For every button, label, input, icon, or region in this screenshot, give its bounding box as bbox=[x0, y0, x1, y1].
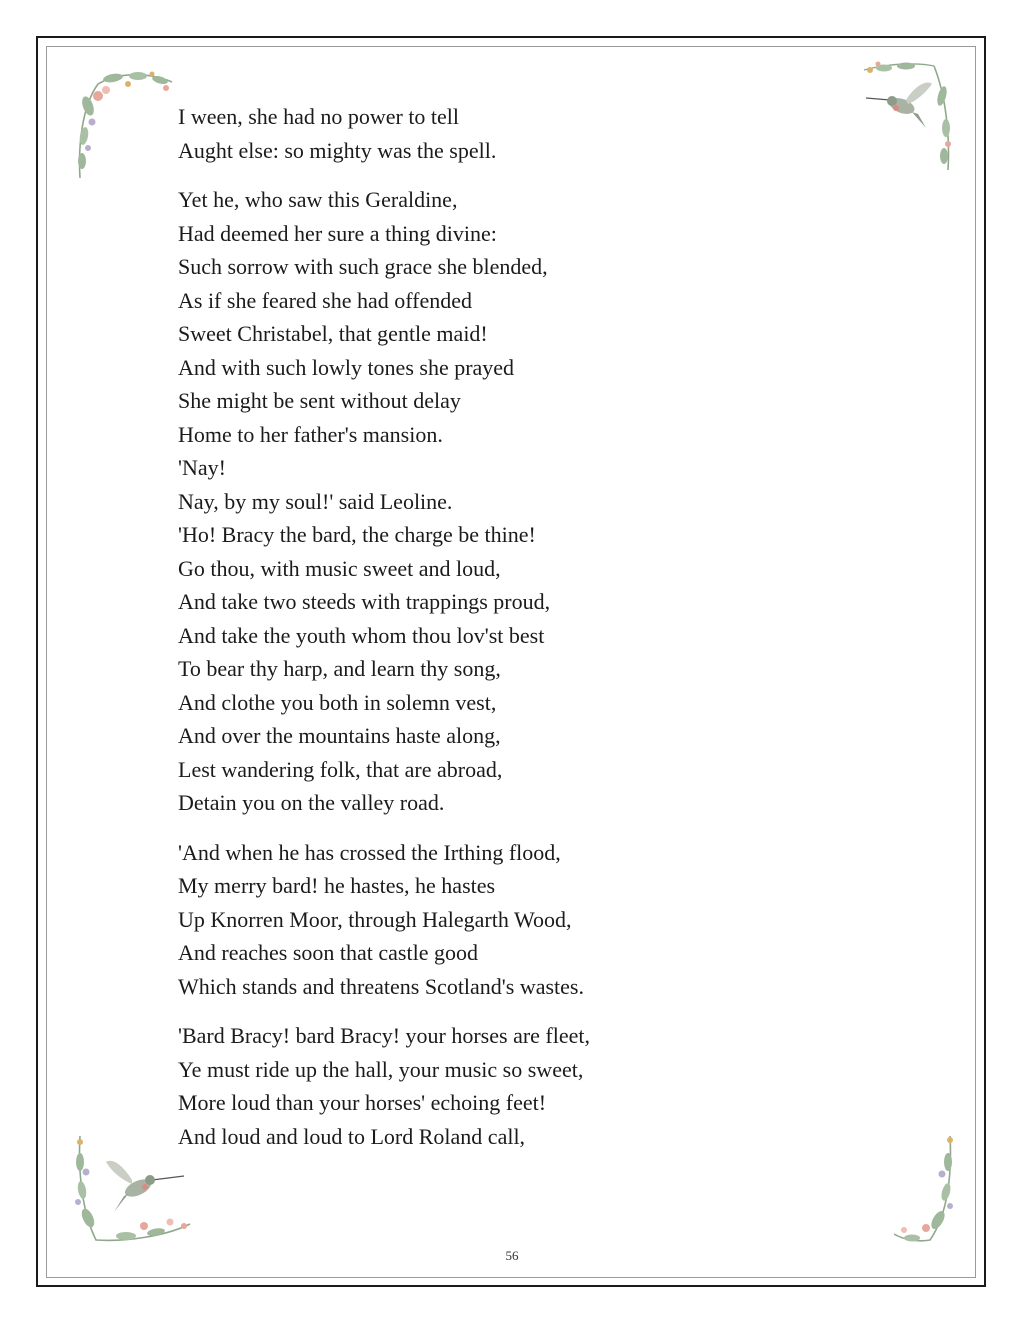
poem-line: 'Ho! Bracy the bard, the charge be thine! bbox=[178, 522, 536, 547]
poem-line: Ye must ride up the hall, your music so sweet, bbox=[178, 1056, 584, 1082]
hummingbird-floral-icon bbox=[856, 56, 956, 176]
stanza-1 bbox=[178, 100, 798, 167]
poem-line: And take two steeds with trappings proud, bbox=[178, 589, 551, 614]
poem-line: More loud than your horses' echoing feet! bbox=[178, 1090, 547, 1115]
poem-line: As if she feared she had offended bbox=[178, 287, 473, 313]
poem-line: Sweet Christabel, that gentle maid! bbox=[178, 321, 488, 346]
poem-line: Lest wandering folk, that are abroad, bbox=[178, 756, 503, 782]
poem-line: And take the youth whom thou lov'st best bbox=[178, 622, 545, 648]
stanza-4 bbox=[178, 1019, 798, 1153]
poem-line: I ween, she had no power to tell bbox=[178, 104, 460, 129]
poem-line: And over the mountains haste along, bbox=[178, 723, 501, 748]
poem-line: Up Knorren Moor, through Halegarth Wood, bbox=[178, 906, 572, 932]
poem-line: 'Nay! bbox=[178, 455, 226, 480]
poem-line: And with such lowly tones she prayed bbox=[178, 354, 515, 380]
stanza-3 bbox=[178, 836, 798, 1004]
poem-line: Such sorrow with such grace she blended, bbox=[178, 254, 548, 279]
poem-text bbox=[178, 100, 798, 1169]
floral-corner-icon bbox=[68, 66, 178, 186]
poem-line: Home to her father's mansion. bbox=[178, 421, 443, 447]
poem-line: Had deemed her sure a thing divine: bbox=[178, 220, 497, 246]
poem-line: My merry bard! he hastes, he hastes bbox=[178, 873, 496, 898]
poem-line: And clothe you both in solemn vest, bbox=[178, 689, 497, 715]
poem-line: Yet he, who saw this Geraldine, bbox=[178, 187, 458, 212]
poem-line: 'Bard Bracy! bard Bracy! your horses are fleet, bbox=[178, 1023, 591, 1048]
stanza-2 bbox=[178, 183, 798, 820]
poem-line: To bear thy harp, and learn thy song, bbox=[178, 656, 501, 681]
floral-corner-icon bbox=[890, 1134, 962, 1246]
page-number: 56 bbox=[505, 1248, 519, 1263]
poem-line: Go thou, with music sweet and loud, bbox=[178, 555, 501, 581]
poem-line: She might be sent without delay bbox=[178, 388, 461, 413]
poem-line: Nay, by my soul!' said Leoline. bbox=[178, 488, 453, 514]
poem-line: And loud and loud to Lord Roland call, bbox=[178, 1123, 526, 1149]
poem-line: Aught else: so mighty was the spell. bbox=[178, 137, 497, 163]
hummingbird-floral-icon bbox=[66, 1132, 196, 1247]
poem-line: And reaches soon that castle good bbox=[178, 940, 478, 965]
poem-line: Detain you on the valley road. bbox=[178, 790, 445, 815]
poem-line: 'And when he has crossed the Irthing flood, bbox=[178, 839, 561, 865]
poem-line: Which stands and threatens Scotland's wastes. bbox=[178, 973, 584, 999]
